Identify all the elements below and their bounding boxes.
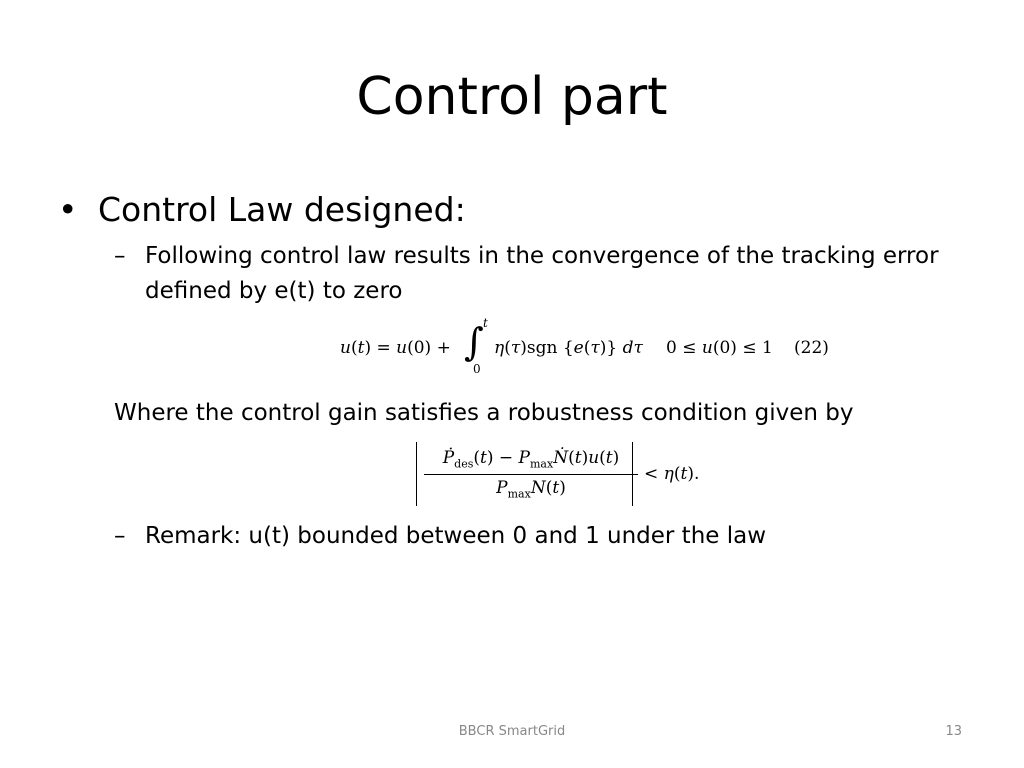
sub-bullet-line-2: defined by e(t) to zero	[145, 278, 403, 304]
fraction-denominator: $P_{max}N(t)$	[496, 478, 566, 501]
sub-bullet-remark	[114, 519, 974, 554]
sub-bullet-text: Remark: u(t) bounded between 0 and 1 under the law	[145, 523, 767, 549]
sub-bullet-line-1: Following control law results in the convergence of the tracking error	[145, 243, 939, 269]
abs-bar-left	[416, 442, 417, 506]
bullet-control-law	[58, 188, 466, 232]
robustness-paragraph: Where the control gain satisfies a robustness condition given by	[114, 400, 854, 426]
abs-bar-right	[632, 442, 633, 506]
sub-bullet-following	[114, 239, 974, 309]
equation-rhs: < η(t).	[644, 464, 700, 484]
bullet-text: Control Law designed:	[98, 190, 466, 229]
integral-lower-limit: 0	[473, 362, 481, 376]
footer-title: BBCR SmartGrid	[458, 724, 566, 739]
equation-integrand: η(τ)sgn {e(τ)} dτ	[494, 338, 643, 358]
equation-control-law	[340, 318, 860, 378]
bullet-marker: •	[58, 190, 78, 229]
integral-sign: ∫	[464, 320, 484, 364]
equation-number: (22)	[794, 338, 829, 358]
integral-upper-limit: t	[483, 316, 488, 330]
equation-lhs: u(t) = u(0) +	[340, 338, 451, 358]
fraction-line	[424, 474, 638, 475]
equation-constraint: 0 ≤ u(0) ≤ 1	[666, 338, 773, 358]
slide-title: Control part	[356, 67, 668, 127]
sub-bullet-marker: –	[114, 523, 126, 549]
fraction-numerator: Ṗ$_{des}$(t) − $P_{max}Ṅ(t)u(t)$	[442, 448, 620, 471]
equation-robustness	[412, 442, 732, 508]
sub-bullet-marker: –	[114, 243, 126, 269]
page-number: 13	[945, 724, 962, 739]
